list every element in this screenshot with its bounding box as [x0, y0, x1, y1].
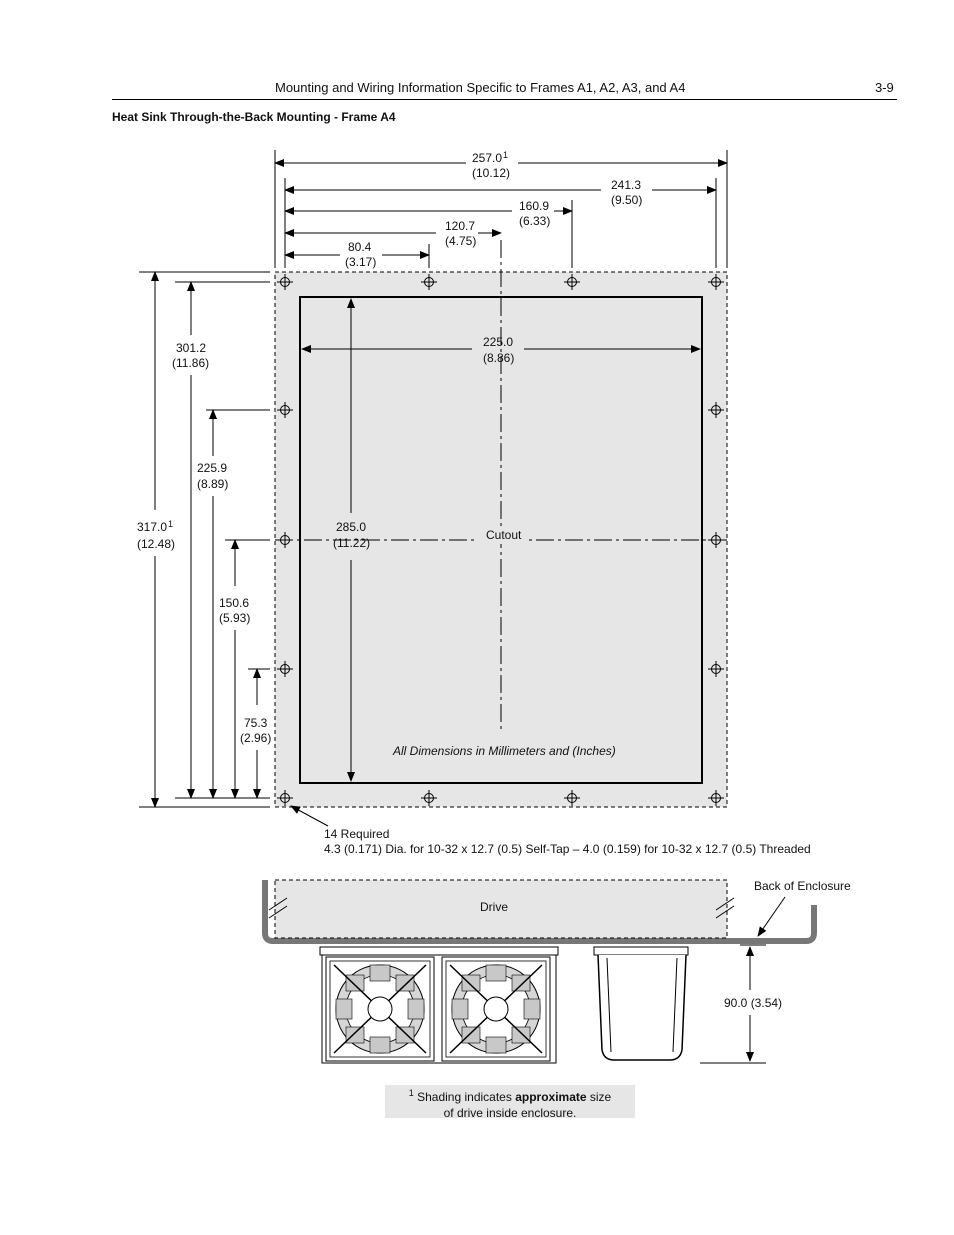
dim-75-mm: 75.3 — [244, 716, 268, 730]
dim-120-in: (4.75) — [445, 234, 477, 248]
dim-160-in: (6.33) — [519, 214, 551, 228]
fan-flange — [320, 947, 558, 955]
depth-label: 90.0 (3.54) — [724, 996, 783, 1010]
dim-317-in: (12.48) — [137, 537, 176, 551]
units-note: All Dimensions in Millimeters and (Inches) — [393, 744, 616, 758]
dim-301-in: (11.86) — [172, 356, 210, 370]
holes-required: 14 Required — [324, 827, 390, 841]
heatsink-profile — [598, 955, 686, 1060]
footnote-line1 — [385, 1085, 635, 1105]
fan-left-icon — [326, 957, 434, 1061]
heatsink-flange — [594, 947, 688, 955]
drive-label: Drive — [480, 900, 509, 914]
header-title: Mounting and Wiring Information Specific to Frames A1, A2, A3, and A4 — [275, 80, 686, 95]
dim-160-mm: 160.9 — [519, 199, 550, 213]
footnote-line2: of drive inside enclosure. — [443, 1106, 577, 1120]
dim-150-mm: 150.6 — [219, 596, 250, 610]
enclosure-leader — [758, 897, 785, 936]
dim-225-0-mm: 225.0 — [483, 335, 514, 349]
page-number: 3-9 — [875, 80, 894, 95]
holes-leader — [291, 806, 328, 826]
dim-285-mm: 285.0 — [336, 520, 367, 534]
dim-241-in: (9.50) — [611, 193, 643, 207]
enclosure-label: Back of Enclosure — [754, 879, 851, 893]
dim-285-in: (11.22) — [333, 536, 371, 550]
dim-80-in: (3.17) — [345, 255, 377, 269]
dim-317-note: 1 — [168, 519, 174, 529]
footnote-ref: 1 — [408, 1088, 414, 1098]
dim-301-mm: 301.2 — [176, 341, 207, 355]
footnote-pre: Shading indicates — [417, 1090, 512, 1104]
dim-75-in: (2.96) — [240, 731, 272, 745]
dim-257-note: 1 — [503, 150, 509, 160]
dim-150-in: (5.93) — [219, 611, 251, 625]
dim-225-9-in: (8.89) — [197, 477, 229, 491]
fan-right-icon — [442, 957, 550, 1061]
dim-225-0-in: (8.86) — [483, 351, 515, 365]
footnote-bold: approximate — [515, 1090, 587, 1104]
dim-257-in: (10.12) — [472, 166, 511, 180]
footnote-box — [385, 1085, 635, 1118]
section-title: Heat Sink Through-the-Back Mounting - Frame A4 — [112, 110, 396, 124]
dim-225-9-mm: 225.9 — [197, 461, 228, 475]
cutout-label: Cutout — [486, 528, 522, 542]
footnote-post: size — [589, 1090, 612, 1104]
dim-241-mm: 241.3 — [611, 178, 642, 192]
dim-80-mm: 80.4 — [348, 240, 372, 254]
dim-120-mm: 120.7 — [445, 219, 476, 233]
holes-spec: 4.3 (0.171) Dia. for 10-32 x 12.7 (0.5) Self-Tap – 4.0 (0.159) for 10-32 x 12.7 (0.5) Threaded — [324, 842, 811, 856]
dim-257-mm: 257.0 — [472, 151, 503, 165]
dim-317-mm: 317.0 — [137, 520, 168, 534]
